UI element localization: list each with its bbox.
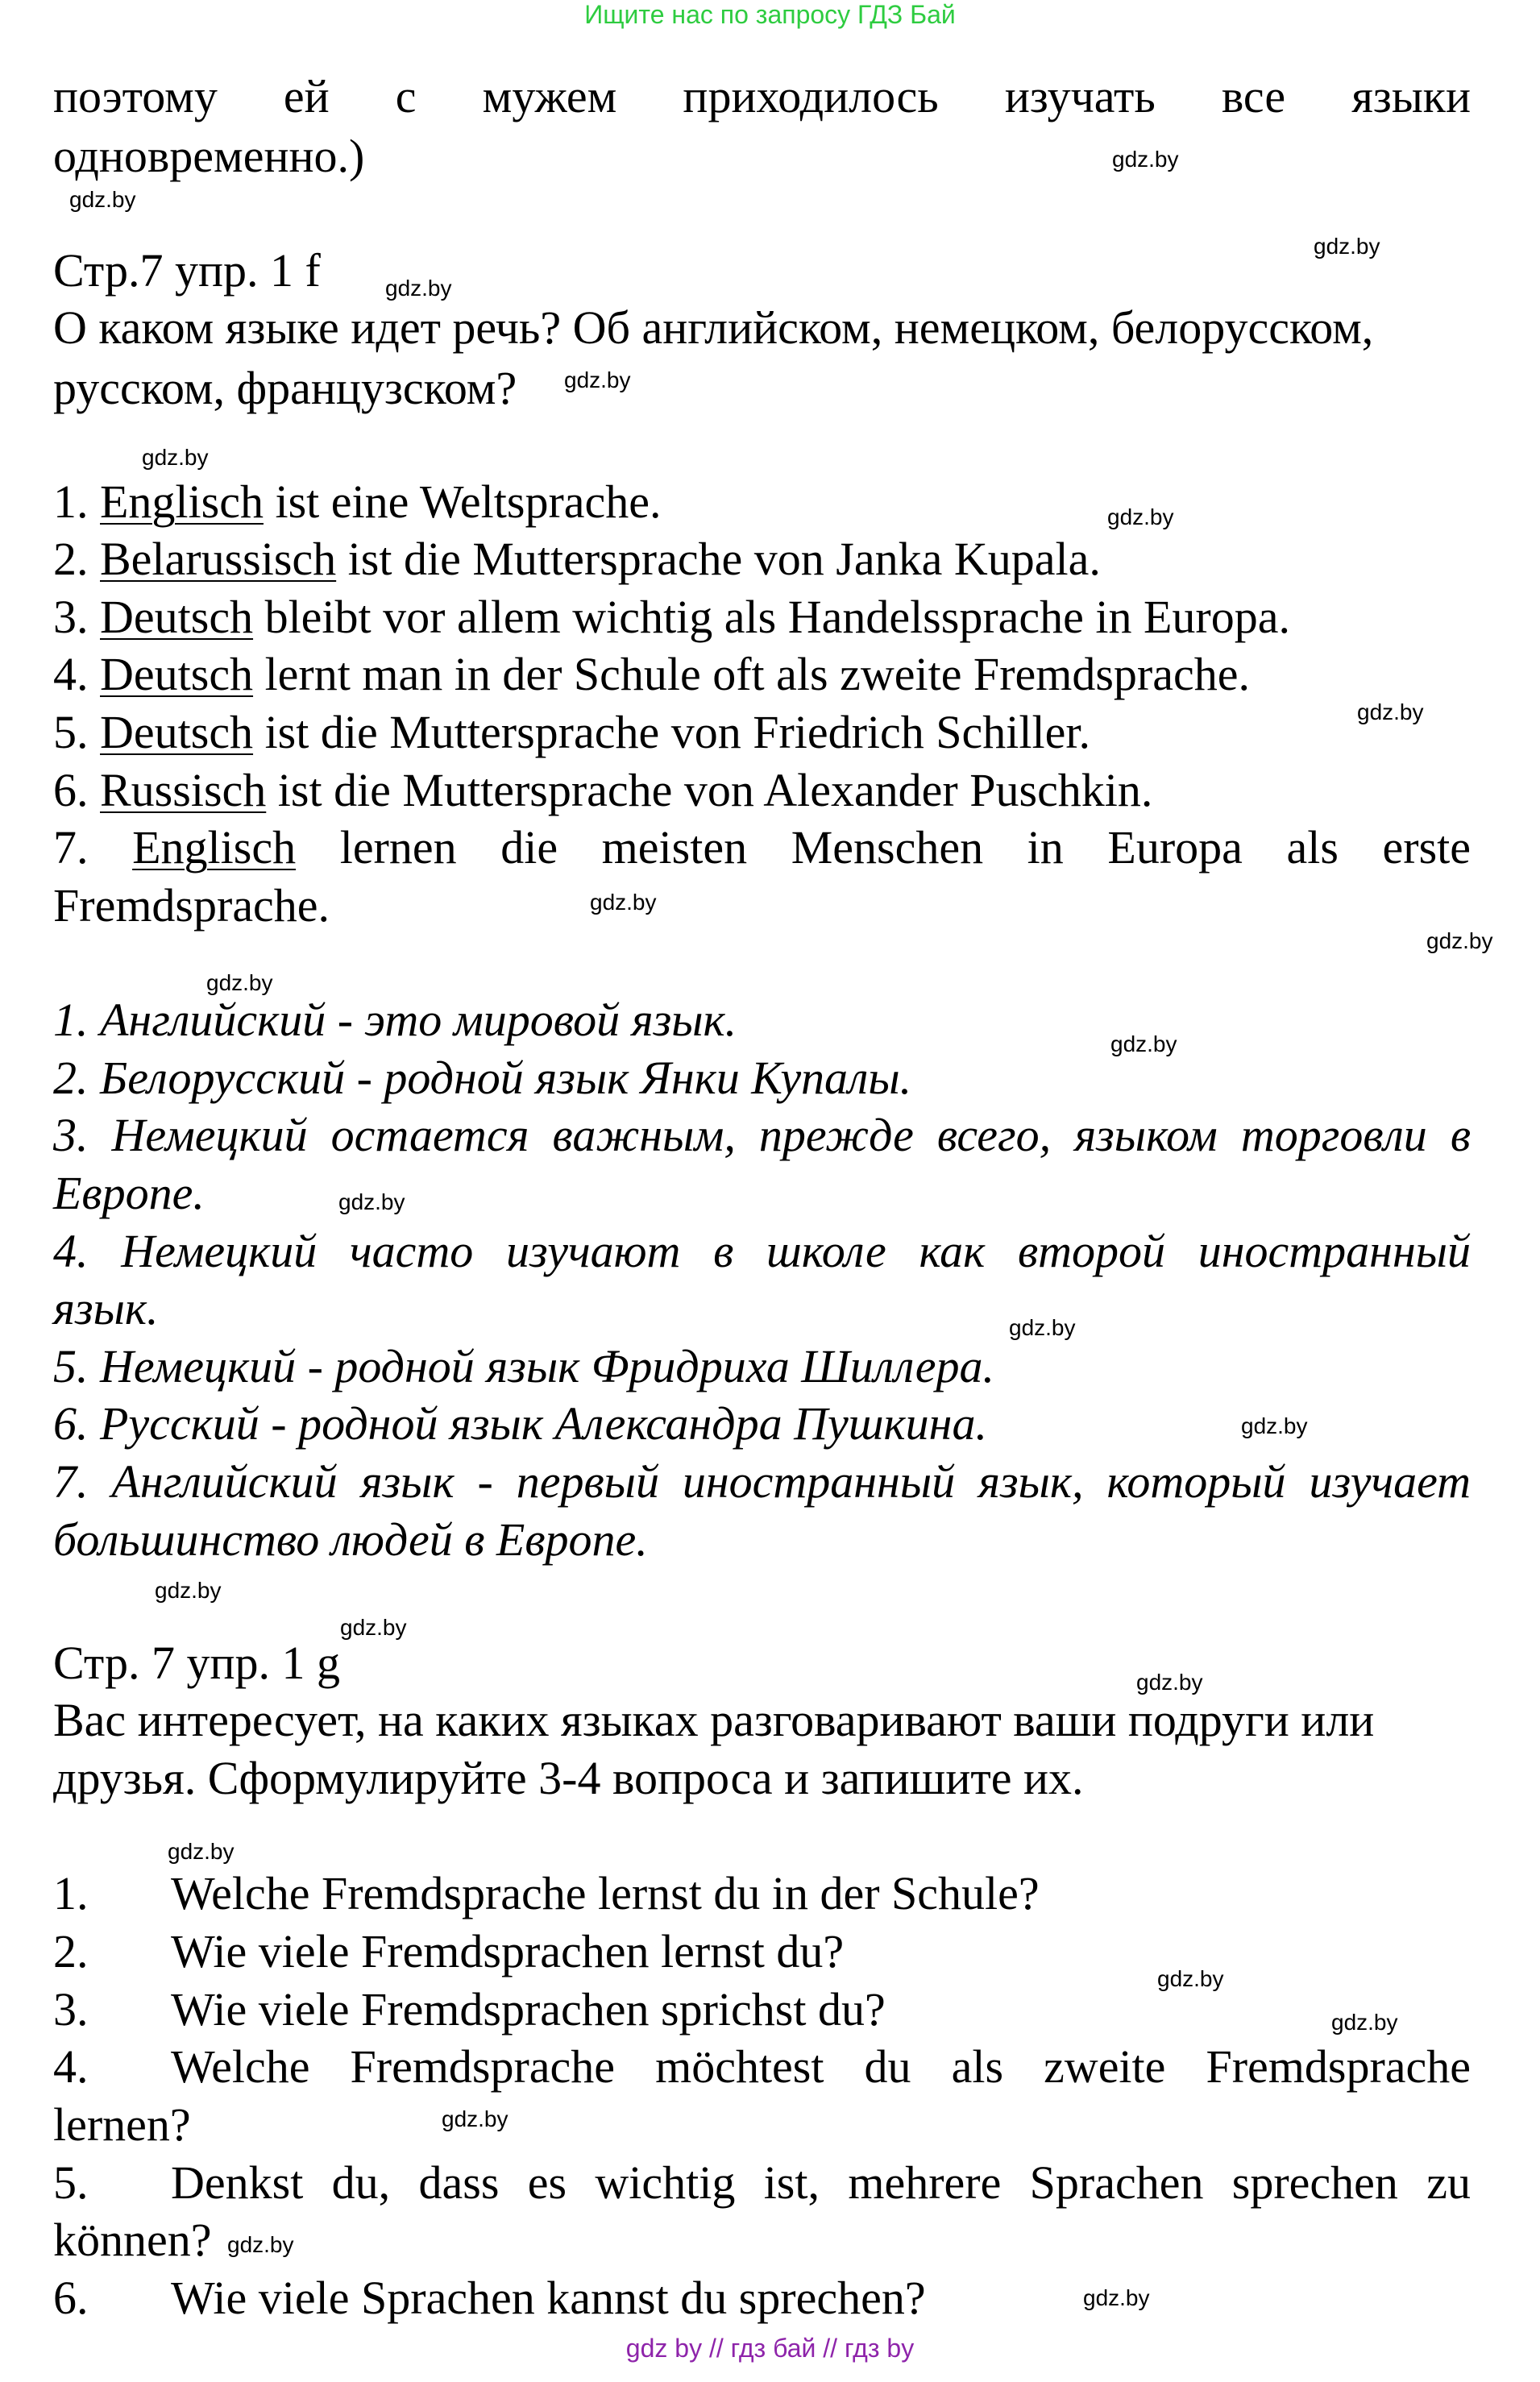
watermark: gdz.by — [590, 890, 657, 915]
german-item-5 — [53, 703, 1090, 761]
russian-line-6: 6. Русский - родной язык Александра Пушкина. — [53, 1397, 987, 1450]
question-item-3 — [53, 1981, 886, 2039]
watermark: gdz.by — [69, 187, 136, 212]
german-item-language: Deutsch — [100, 706, 254, 758]
question-text: Wie viele Sprachen kannst du sprechen? — [171, 2272, 926, 2324]
german-item-text: ist eine Weltsprache. — [263, 475, 662, 528]
question-num: 4. — [53, 2040, 89, 2093]
german-item-num: 7. — [53, 821, 89, 874]
footer-links[interactable]: gdz by // гдз бай // гдз by — [625, 2334, 915, 2363]
question-num: 2. — [53, 1925, 89, 1977]
german-item-language: Englisch — [132, 821, 297, 874]
german-item-language: Englisch — [100, 475, 264, 528]
german-item-7 — [53, 819, 1471, 877]
german-item-text: ist die Muttersprache von Alexander Puschkin. — [266, 764, 1153, 816]
russian-line-3: 3. Немецкий остается важным, прежде всего, языком торговли в — [53, 1109, 1471, 1161]
german-item-num: 5. — [53, 706, 89, 758]
german-item-6 — [53, 761, 1152, 820]
watermark: gdz.by — [340, 1615, 407, 1640]
watermark: gdz.by — [168, 1839, 235, 1864]
watermark: gdz.by — [338, 1189, 405, 1214]
german-item-2 — [53, 530, 1101, 588]
german-item-3 — [53, 588, 1290, 646]
watermark: gdz.by — [206, 970, 273, 995]
german-item-language: Russisch — [100, 764, 267, 816]
question-text: Welche Fremdsprache möchtest du als zweite Fremdsprache — [171, 2040, 1471, 2093]
german-item-4 — [53, 645, 1250, 703]
russian-line-7-continuation: большинство людей в Европе. — [53, 1513, 648, 1566]
watermark: gdz.by — [1009, 1315, 1076, 1340]
german-item-text: bleibt vor allem wichtig als Handelssprache in Europa. — [253, 591, 1290, 643]
section-f-question-line-1: О каком языке идет речь? Об английском, немецком, белорусском, — [53, 301, 1374, 354]
watermark: gdz.by — [1107, 504, 1174, 529]
section-g-question-line-2: друзья. Сформулируйте 3-4 вопроса и запишите их. — [53, 1752, 1084, 1804]
russian-line-4: 4. Немецкий часто изучают в школе как второй иностранный — [53, 1225, 1471, 1277]
german-item-num: 6. — [53, 764, 89, 816]
question-item-4-continuation: lernen? — [53, 2098, 191, 2151]
watermark: gdz.by — [142, 445, 209, 470]
question-item-4 — [53, 2038, 1471, 2096]
german-item-1 — [53, 473, 662, 531]
watermark: gdz.by — [1314, 234, 1380, 259]
question-text: Wie viele Fremdsprachen lernst du? — [171, 1925, 845, 1977]
watermark: gdz.by — [227, 2232, 294, 2257]
section-g-question-line-1: Вас интересует, на каких языках разговаривают ваши подруги или — [53, 1694, 1375, 1746]
german-item-language: Belarussisch — [100, 533, 337, 585]
german-item-language: Deutsch — [100, 591, 254, 643]
question-item-2 — [53, 1923, 844, 1981]
russian-line-7: 7. Английский язык - первый иностранный язык, который изучает — [53, 1455, 1471, 1508]
watermark: gdz.by — [1241, 1413, 1308, 1438]
german-item-num: 3. — [53, 591, 89, 643]
question-item-5 — [53, 2154, 1471, 2212]
watermark: gdz.by — [1112, 147, 1179, 172]
german-item-7-continuation: Fremdsprache. — [53, 879, 330, 932]
watermark: gdz.by — [1331, 2010, 1398, 2035]
german-item-language: Deutsch — [100, 648, 254, 700]
german-item-num: 2. — [53, 533, 89, 585]
question-item-6 — [53, 2269, 926, 2327]
watermark: gdz.by — [1136, 1670, 1203, 1695]
watermark: gdz.by — [1157, 1966, 1224, 1991]
question-text: Welche Fremdsprache lernst du in der Schule? — [171, 1867, 1040, 1919]
german-item-text: lernen die meisten Menschen in Europa als erste — [339, 821, 1472, 874]
german-item-num: 1. — [53, 475, 89, 528]
section-g-heading: Стр. 7 упр. 1 g — [53, 1637, 341, 1689]
watermark: gdz.by — [385, 276, 452, 301]
watermark: gdz.by — [1083, 2285, 1150, 2310]
question-item-5-continuation: können? — [53, 2214, 212, 2266]
russian-line-5: 5. Немецкий - родной язык Фридриха Шиллера. — [53, 1340, 994, 1392]
section-f-heading: Стр.7 упр. 1 f — [53, 244, 321, 297]
intro-line-2: одновременно.) — [53, 130, 365, 182]
watermark: gdz.by — [155, 1578, 222, 1603]
german-item-text: ist die Muttersprache von Janka Kupala. — [336, 533, 1101, 585]
question-num: 3. — [53, 1983, 89, 2035]
question-text: Wie viele Fremdsprachen sprichst du? — [171, 1983, 886, 2035]
russian-line-3-continuation: Европе. — [53, 1167, 205, 1219]
russian-line-1: 1. Английский - это мировой язык. — [53, 994, 737, 1046]
watermark: gdz.by — [564, 367, 631, 392]
question-text: Denkst du, dass es wichtig ist, mehrere Sprachen sprechen zu — [171, 2156, 1471, 2209]
question-num: 1. — [53, 1867, 89, 1919]
question-item-1 — [53, 1865, 1040, 1923]
watermark: gdz.by — [1110, 1031, 1177, 1056]
watermark: gdz.by — [1357, 699, 1424, 724]
watermark: gdz.by — [442, 2106, 508, 2131]
russian-line-4-continuation: язык. — [53, 1282, 159, 1334]
question-num: 5. — [53, 2156, 89, 2209]
german-item-text: ist die Muttersprache von Friedrich Schiller. — [253, 706, 1090, 758]
german-item-text: lernt man in der Schule oft als zweite Fremdsprache. — [253, 648, 1250, 700]
watermark: gdz.by — [1426, 928, 1493, 953]
intro-line-1: поэтому ей с мужем приходилось изучать все языки — [53, 70, 1471, 122]
russian-line-2: 2. Белорусский - родной язык Янки Купалы. — [53, 1052, 912, 1104]
top-banner[interactable]: Ищите нас по запросу ГДЗ Бай — [584, 0, 956, 29]
section-f-question-line-2: русском, французском? — [53, 362, 517, 414]
question-num: 6. — [53, 2272, 89, 2324]
german-item-num: 4. — [53, 648, 89, 700]
